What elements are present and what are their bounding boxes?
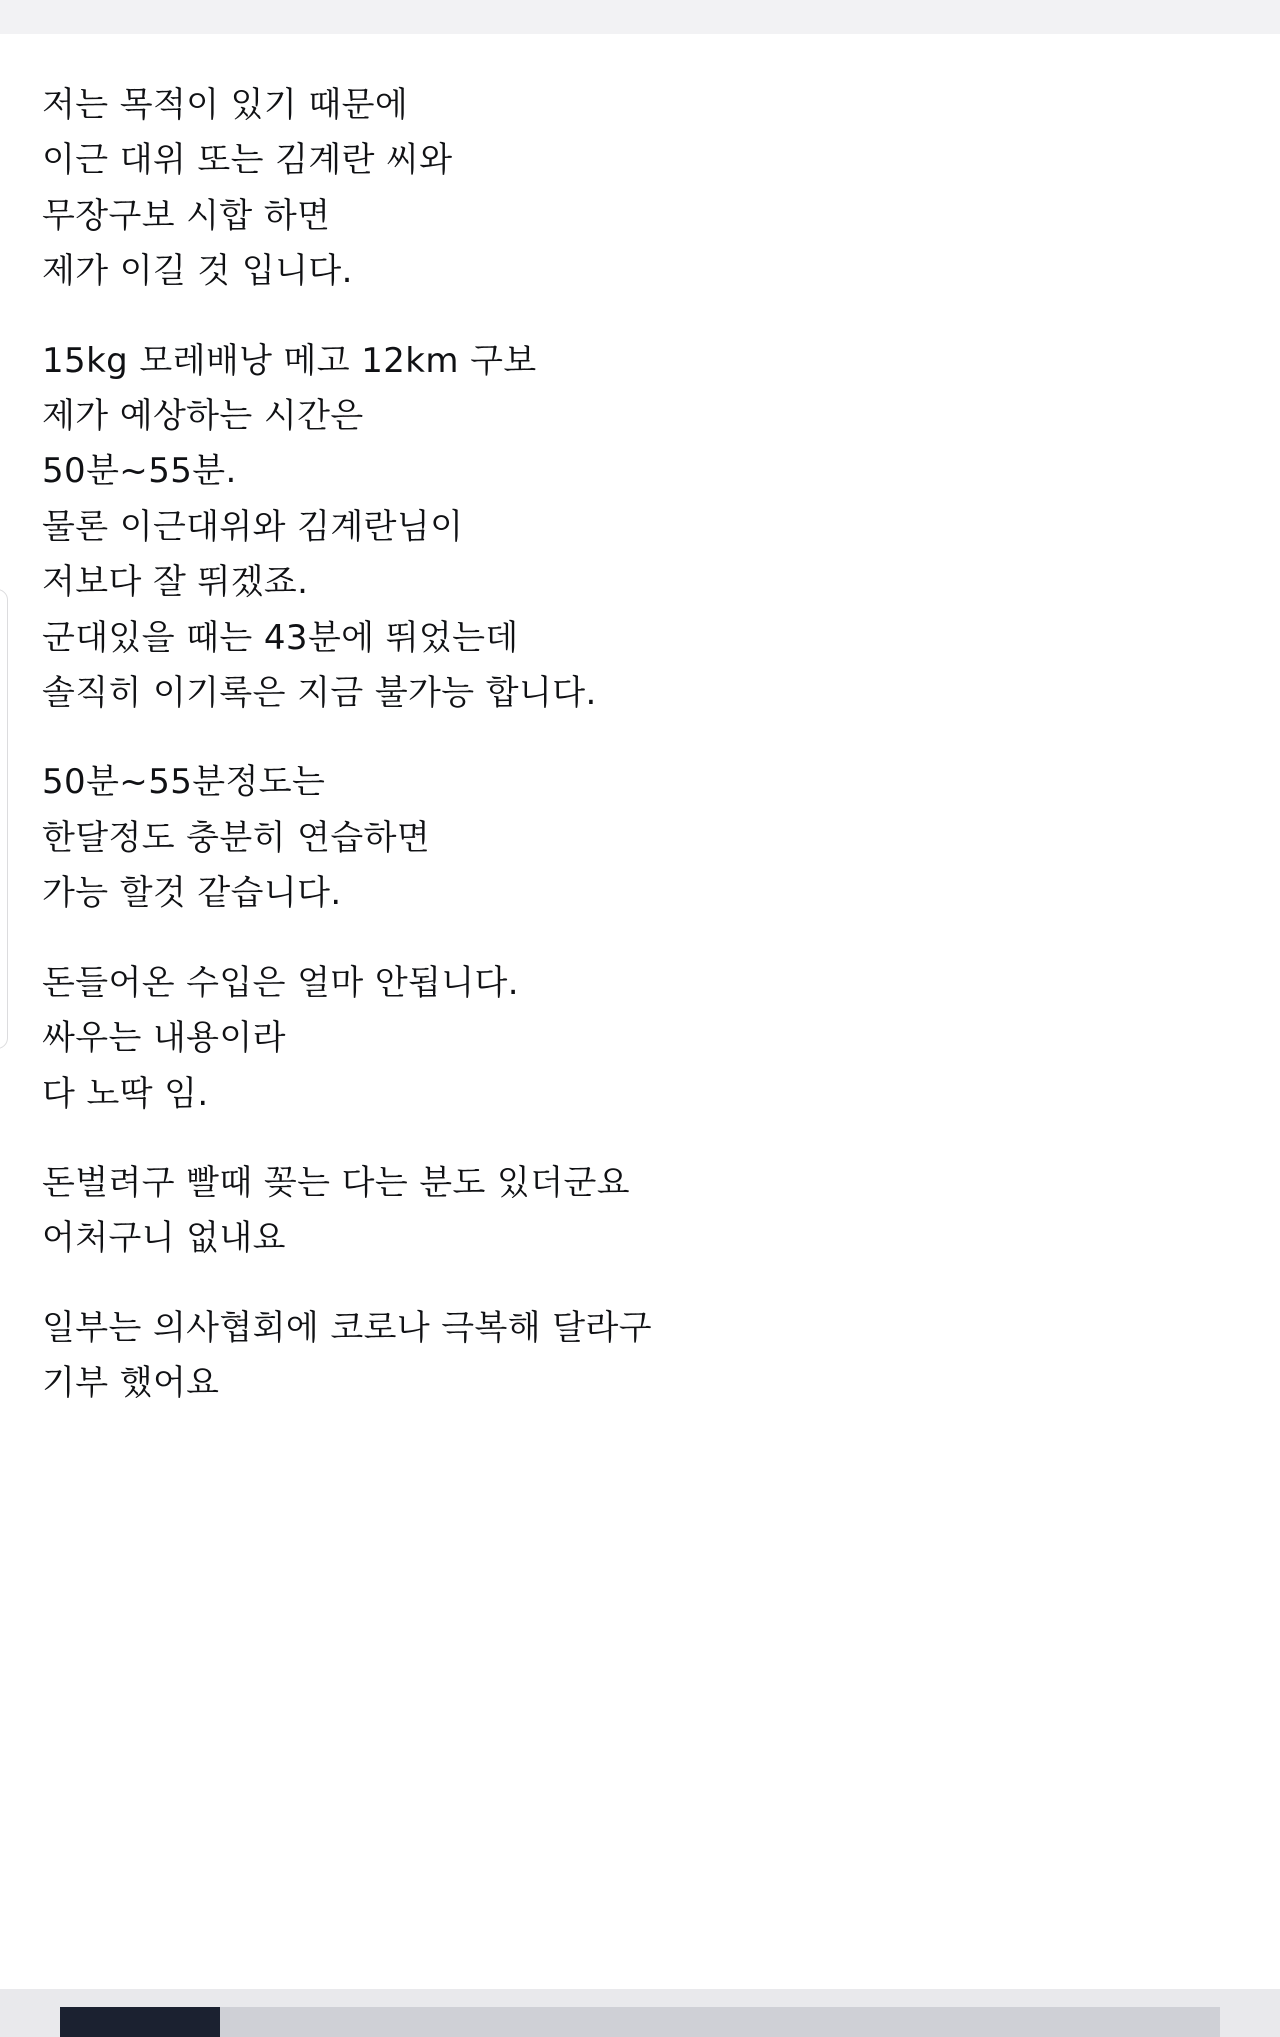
top-status-strip xyxy=(0,0,1280,34)
note-line: 50분~55분. xyxy=(42,451,237,492)
note-line: 돈들어온 수입은 얼마 안됩니다. xyxy=(42,962,520,1003)
note-paragraph xyxy=(42,78,1222,300)
note-line: 솔직히 이기록은 지금 불가능 합니다. xyxy=(42,673,597,714)
note-line: 싸우는 내용이라 xyxy=(42,1018,286,1059)
note-line: 가능 할것 같습니다. xyxy=(42,873,342,914)
note-line: 저보다 잘 뛰겠죠. xyxy=(42,562,309,603)
note-paragraph xyxy=(42,1156,1222,1267)
note-paragraph xyxy=(42,755,1222,921)
note-line: 제가 예상하는 시간은 xyxy=(42,396,364,437)
bottom-bar-fill xyxy=(60,2007,1220,2037)
note-line: 기부 했어요 xyxy=(42,1363,220,1404)
note-line: 15kg 모레배낭 메고 12km 구보 xyxy=(42,340,537,381)
note-line: 이근 대위 또는 김계란 씨와 xyxy=(42,140,453,181)
note-sheet xyxy=(0,34,1280,1989)
bottom-bar xyxy=(0,1989,1280,2037)
note-paragraph xyxy=(42,1301,1222,1412)
note-line: 제가 이길 것 입니다. xyxy=(42,251,353,292)
note-line: 50분~55분정도는 xyxy=(42,762,326,803)
bottom-bar-dark-segment xyxy=(60,2007,220,2037)
note-line: 일부는 의사협회에 코로나 극복해 달라구 xyxy=(42,1307,652,1348)
note-line: 어처구니 없내요 xyxy=(42,1218,286,1259)
note-line: 돈벌려구 빨때 꽂는 다는 분도 있더군요 xyxy=(42,1162,630,1203)
note-line: 무장구보 시합 하면 xyxy=(42,195,331,236)
note-line: 한달정도 충분히 연습하면 xyxy=(42,817,431,858)
note-paragraph xyxy=(42,956,1222,1122)
note-line: 다 노딱 임. xyxy=(42,1073,209,1114)
note-line: 군대있을 때는 43분에 뛰었는데 xyxy=(42,617,519,658)
left-card-edge-artifact xyxy=(0,589,8,1049)
note-paragraph xyxy=(42,334,1222,722)
note-line: 저는 목적이 있기 때문에 xyxy=(42,85,409,125)
note-text-body xyxy=(42,78,1222,1412)
note-line: 물론 이근대위와 김계란님이 xyxy=(42,506,464,547)
